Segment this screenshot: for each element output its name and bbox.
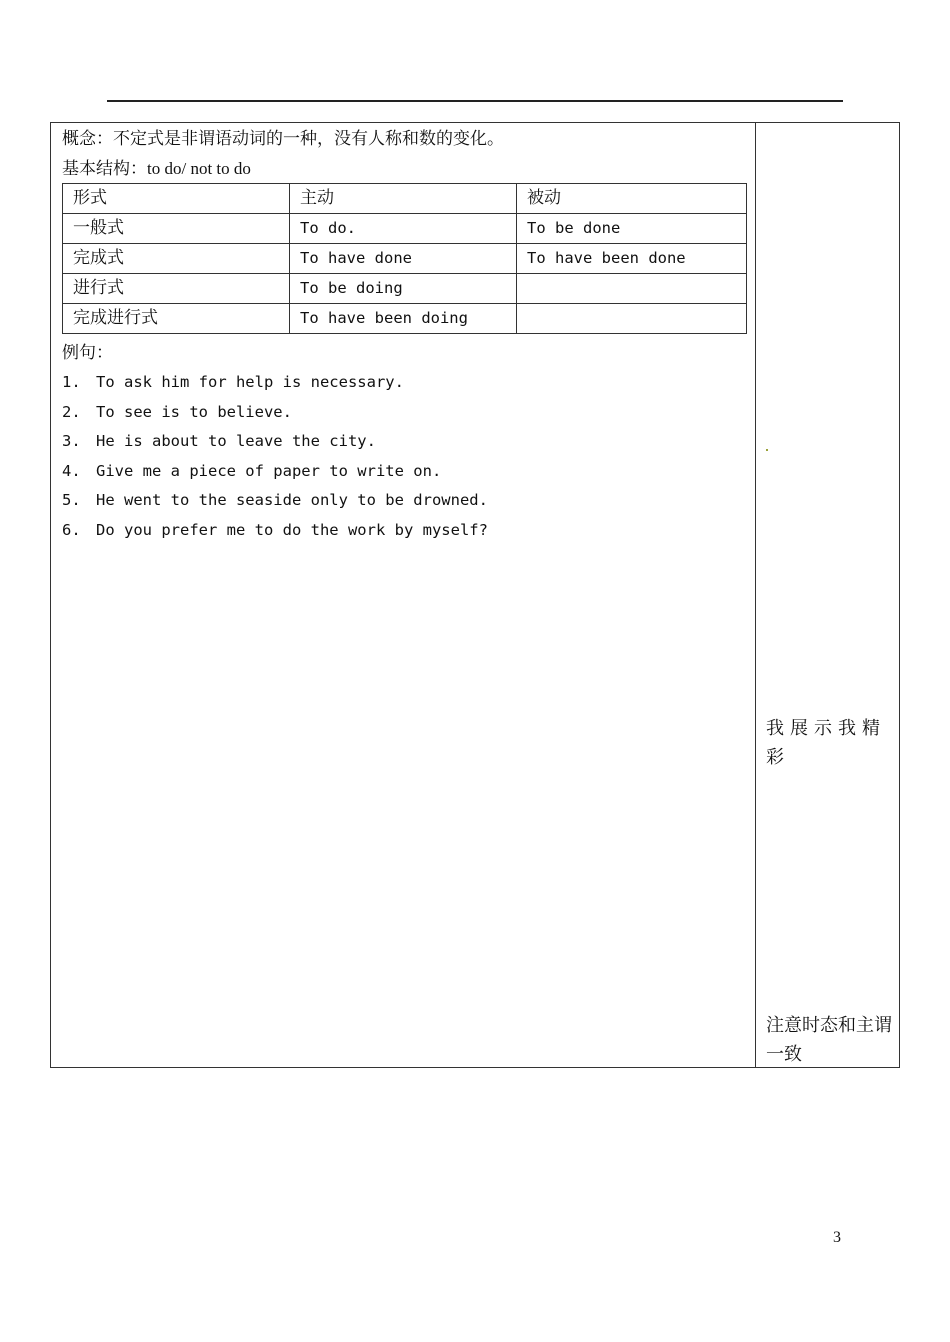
example-number: 6.	[62, 520, 81, 539]
form-name: 进行式	[63, 274, 290, 304]
passive-form	[517, 274, 747, 304]
forms-header-row	[63, 184, 747, 214]
example-number: 1.	[62, 373, 81, 391]
example-text: Do you prefer me to do the work by myself?	[96, 520, 488, 539]
example-text: He went to the seaside only to be drowned.	[96, 491, 488, 510]
table-row	[63, 244, 747, 274]
passive-form: To have been done	[517, 244, 747, 274]
form-name: 一般式	[63, 214, 290, 244]
list-item	[62, 368, 488, 398]
list-item	[62, 398, 488, 428]
stray-dot	[766, 449, 768, 451]
passive-form: To be done	[517, 214, 747, 244]
example-text: He is about to leave the city.	[96, 432, 376, 451]
form-name: 完成式	[63, 244, 290, 274]
active-form: To be doing	[290, 274, 517, 304]
infinitive-forms-table	[62, 183, 747, 334]
example-number: 5.	[62, 491, 81, 510]
structure-label: 基本结构：	[62, 159, 147, 179]
list-item	[62, 486, 488, 516]
header-rule	[107, 100, 843, 102]
examples-list	[62, 368, 488, 546]
active-form: To have done	[290, 244, 517, 274]
example-text: Give me a piece of paper to write on.	[96, 461, 442, 480]
concept-text: 概念：不定式是非谓语动词的一种，没有人称和数的变化。	[62, 129, 504, 149]
structure-value: to do/ not to do	[147, 159, 251, 178]
list-item	[62, 516, 488, 546]
worksheet-table	[50, 122, 900, 1068]
side-note-show: 我展示我精彩	[766, 718, 886, 768]
example-text: To see is to believe.	[96, 402, 292, 421]
example-number: 4.	[62, 461, 81, 480]
active-form: To do.	[290, 214, 517, 244]
side-note-agreement: 注意时态和主谓一致	[766, 1015, 892, 1065]
table-row	[63, 214, 747, 244]
table-row	[63, 304, 747, 334]
list-item	[62, 427, 488, 457]
example-number: 3.	[62, 432, 81, 451]
passive-form	[517, 304, 747, 334]
example-number: 2.	[62, 402, 81, 421]
example-text: To ask him for help is necessary.	[96, 373, 404, 391]
header-form: 形式	[63, 184, 290, 214]
active-form: To have been doing	[290, 304, 517, 334]
list-item	[62, 457, 488, 487]
column-divider	[755, 123, 756, 1067]
header-passive: 被动	[517, 184, 747, 214]
form-name: 完成进行式	[63, 304, 290, 334]
table-row	[63, 274, 747, 304]
header-active: 主动	[290, 184, 517, 214]
structure-line	[62, 154, 251, 184]
examples-label: 例句：	[62, 343, 113, 363]
page-number: 3	[833, 1229, 841, 1246]
